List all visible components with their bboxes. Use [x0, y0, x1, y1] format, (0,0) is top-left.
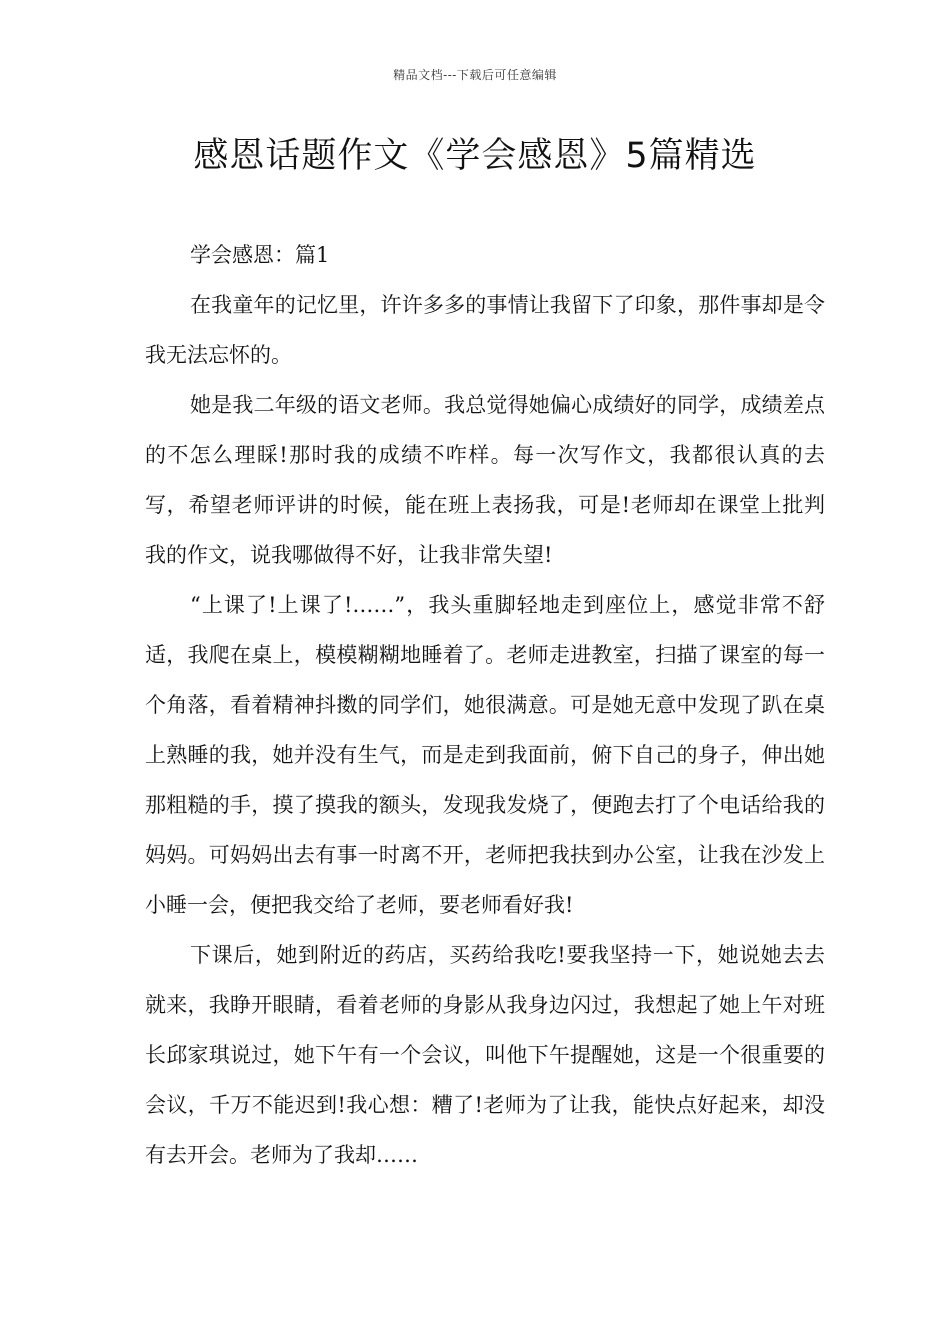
paragraph-1: 在我童年的记忆里，许许多多的事情让我留下了印象，那件事却是令我无法忘怀的。 [145, 293, 825, 367]
header-note: 精品文档---下载后可任意编辑 [393, 68, 557, 82]
paragraph-3: “上课了!上课了!……”，我头重脚轻地走到座位上，感觉非常不舒适，我爬在桌上，模模糊糊地睡着了。老师走进教室，扫描了课室的每一个角落，看着精神抖擞的同学们，她很满意。可是她无意中发现了趴在桌上熟睡的我，她并没有生气，而是走到我面前，俯下自己的身子，伸出她那粗糙的手，摸了摸我的额头，发现我发烧了，便跑去打了个电话给我的妈妈。可妈妈出去有事一时离不开，老师把我扶到办公室，让我在沙发上小睡一会，便把我交给了老师，要老师看好我! [145, 593, 825, 917]
document-title: 感恩话题作文《学会感恩》5篇精选 [193, 136, 757, 176]
section-heading: 学会感恩：篇1 [190, 243, 330, 267]
paragraph-2: 她是我二年级的语文老师。我总觉得她偏心成绩好的同学，成绩差点的不怎么理睬!那时我的成绩不咋样。每一次写作文，我都很认真的去写，希望老师评讲的时候，能在班上表扬我，可是!老师却在课堂上批判我的作文，说我哪做得不好，让我非常失望! [145, 393, 825, 567]
paragraph-4: 下课后，她到附近的药店，买药给我吃!要我坚持一下，她说她去去就来，我睁开眼睛，看着老师的身影从我身边闪过，我想起了她上午对班长邱家琪说过，她下午有一个会议，叫他下午提醒她，这是一个很重要的会议，千万不能迟到!我心想：糟了!老师为了让我，能快点好起来，却没有去开会。老师为了我却…… [145, 943, 825, 1167]
document-body [145, 230, 825, 1180]
